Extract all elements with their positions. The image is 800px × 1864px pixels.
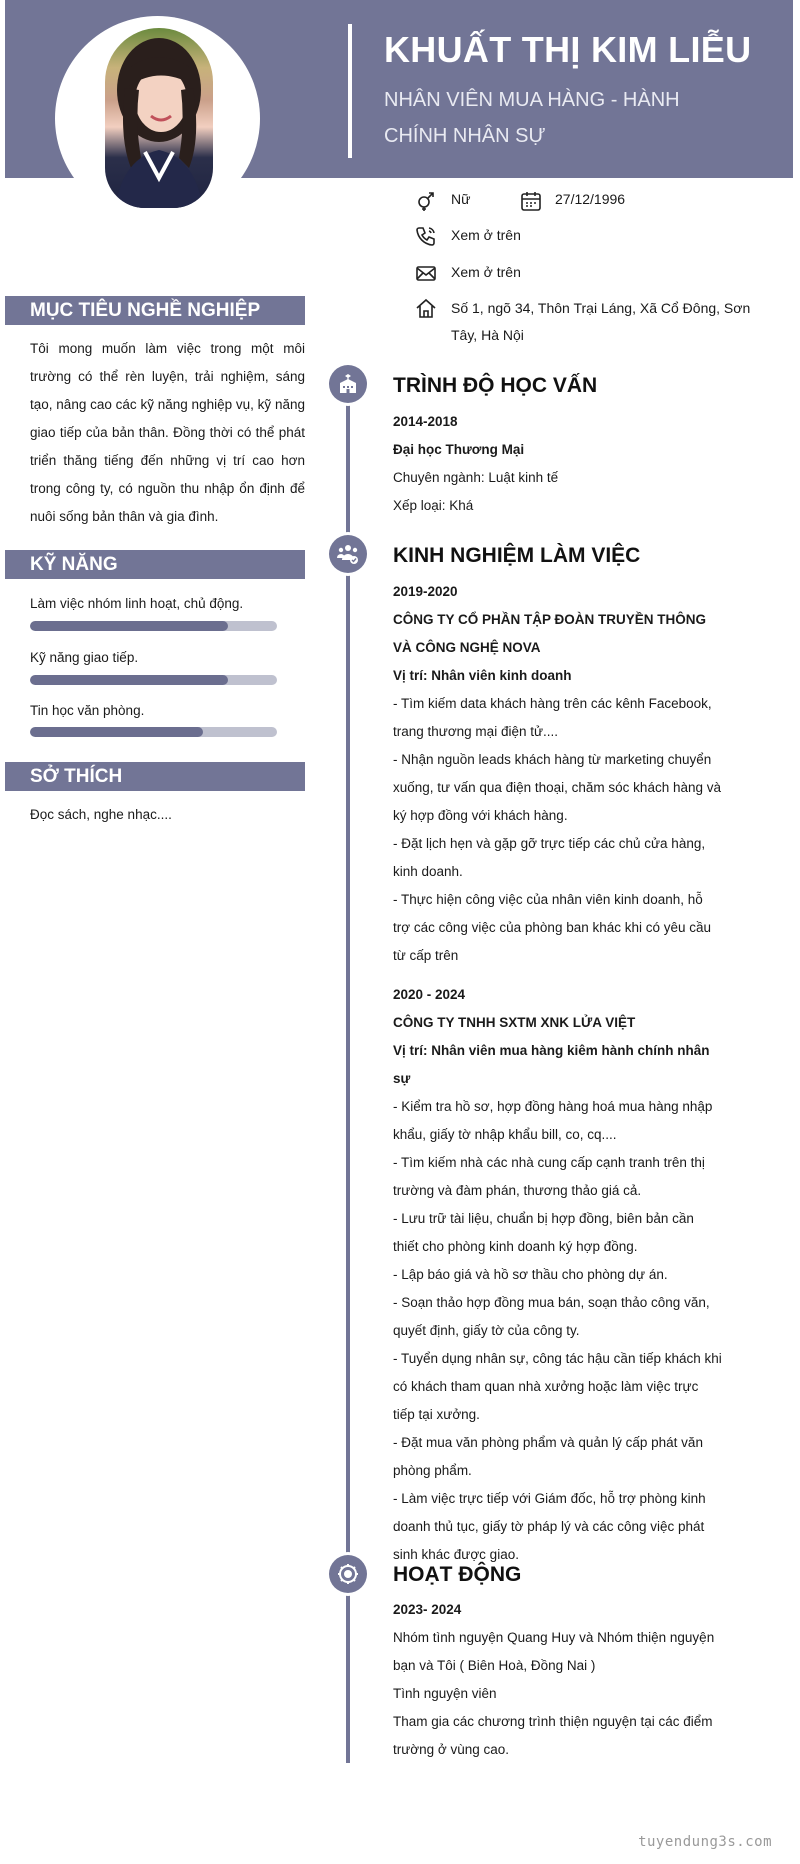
- candidate-name: KHUẤT THỊ KIM LIỄU: [384, 29, 752, 70]
- activities-title: HOẠT ĐỘNG: [393, 1563, 522, 1586]
- phone-value: Xem ở trên: [451, 227, 521, 243]
- skill-bar-fill: [30, 727, 203, 737]
- gender-icon: [415, 190, 437, 212]
- activities-desc: Tham gia các chương trình thiện nguyện tại các điểm trường ở vùng cao.: [393, 1714, 713, 1757]
- job-duty: - Nhận nguồn leads khách hàng từ marketing chuyển xuống, tư vấn qua điện thoại, chăm sóc khách hàng và ký hợp đồng với khách hàng.: [393, 752, 722, 823]
- objective-header: MỤC TIÊU NGHỀ NGHIỆP: [5, 296, 305, 325]
- job-company: CÔNG TY TNHH SXTM XNK LỬA VIỆT: [393, 1015, 636, 1030]
- calendar-icon: [520, 190, 542, 212]
- job-duty: - Thực hiện công việc của nhân viên kinh doanh, hỗ trợ các công việc của phòng ban khác khi có yêu cầu từ cấp trên: [393, 892, 712, 963]
- skill-label: Tin học văn phòng.: [30, 703, 145, 718]
- objective-text: Tôi mong muốn làm việc trong một môi trường có thể rèn luyện, trải nghiệm, sáng tạo, nâng cao các kỹ năng nghiệp vụ, kỹ năng giao tiếp của bản thân. Đồng thời có thể phát triển thăng tiếng đến những vị trí cao hơn trong công ty, có nguồn thu nhập ổn định để nuôi sống bản thân và gia đình.: [30, 341, 305, 524]
- activities-icon: [329, 1555, 367, 1593]
- birthday-value: 27/12/1996: [555, 191, 626, 207]
- job-duty: - Lập báo giá và hồ sơ thầu cho phòng dự án.: [393, 1267, 668, 1282]
- activities-org: Nhóm tình nguyện Quang Huy và Nhóm thiện nguyện bạn và Tôi ( Biên Hoà, Đồng Nai ): [393, 1630, 715, 1673]
- education-block: [393, 408, 723, 520]
- job-company: CÔNG TY CỔ PHẦN TẬP ĐOÀN TRUYỀN THÔNG VÀ CÔNG NGHỆ NOVA: [393, 612, 707, 655]
- header-divider: [348, 24, 352, 158]
- hobbies-header: SỞ THÍCH: [5, 762, 305, 791]
- hobbies-text: Đọc sách, nghe nhạc....: [30, 807, 172, 822]
- activities-period: 2023- 2024: [393, 1602, 462, 1617]
- address-value: Số 1, ngõ 34, Thôn Trại Láng, Xã Cổ Đông, Sơn Tây, Hà Nội: [451, 300, 751, 343]
- job-duty: - Tìm kiếm nhà các nhà cung cấp cạnh tranh trên thị trường và đàm phán, thương thảo giá cả.: [393, 1155, 705, 1198]
- skill-bar: [30, 727, 277, 737]
- job-duty: - Đặt lịch hẹn và gặp gỡ trực tiếp các chủ cửa hàng, kinh doanh.: [393, 836, 706, 879]
- job-entry: [393, 578, 723, 970]
- education-icon: [329, 365, 367, 403]
- job-duty: - Làm việc trực tiếp với Giám đốc, hỗ trợ phòng kinh doanh thủ tục, giấy tờ pháp lý và các công việc phát sinh khác được giao.: [393, 1491, 706, 1562]
- email-value: Xem ở trên: [451, 264, 521, 280]
- education-title: TRÌNH ĐỘ HỌC VẤN: [393, 374, 598, 397]
- job-period: 2020 - 2024: [393, 987, 466, 1002]
- job-duty: - Đặt mua văn phòng phẩm và quản lý cấp phát văn phòng phẩm.: [393, 1435, 703, 1478]
- education-grade: Xếp loại: Khá: [393, 498, 474, 513]
- activities-role: Tình nguyện viên: [393, 1686, 497, 1701]
- job-title: NHÂN VIÊN MUA HÀNG - HÀNH CHÍNH NHÂN SỰ: [384, 89, 680, 147]
- experience-icon: [329, 535, 367, 573]
- education-major: Chuyên ngành: Luật kinh tế: [393, 470, 559, 485]
- experience-title: KINH NGHIỆM LÀM VIỆC: [393, 544, 641, 567]
- profile-photo: [55, 16, 260, 221]
- portrait-illustration: [105, 28, 213, 208]
- portrait-image: [105, 28, 213, 208]
- education-school: Đại học Thương Mại: [393, 442, 525, 457]
- job-position: Vị trí: Nhân viên kinh doanh: [393, 668, 572, 683]
- skill-bar: [30, 675, 277, 685]
- job-duty: - Tìm kiếm data khách hàng trên các kênh Facebook, trang thương mại điện tử....: [393, 696, 712, 739]
- watermark-text: tuyendung3s.com: [638, 1834, 772, 1850]
- skill-bar: [30, 621, 277, 631]
- skill-label: Kỹ năng giao tiếp.: [30, 650, 139, 665]
- home-icon: [415, 297, 437, 319]
- job-period: 2019-2020: [393, 584, 458, 599]
- phone-icon: [415, 225, 437, 247]
- job-position: Vị trí: Nhân viên mua hàng kiêm hành chính nhân sự: [393, 1043, 710, 1086]
- job-entry: [393, 981, 723, 1569]
- activities-block: [393, 1596, 723, 1764]
- education-period: 2014-2018: [393, 414, 458, 429]
- skills-header: KỸ NĂNG: [5, 550, 305, 579]
- job-duty: - Kiểm tra hồ sơ, hợp đồng hàng hoá mua hàng nhập khẩu, giấy tờ nhập khẩu bill, co, cq....: [393, 1099, 713, 1142]
- job-duty: - Lưu trữ tài liệu, chuẩn bị hợp đồng, biên bản cần thiết cho phòng kinh doanh ký hợp đồng.: [393, 1211, 694, 1254]
- job-duty: - Soạn thảo hợp đồng mua bán, soạn thảo công văn, quyết định, giấy tờ của công ty.: [393, 1295, 710, 1338]
- gender-value: Nữ: [451, 191, 471, 207]
- skill-label: Làm việc nhóm linh hoạt, chủ động.: [30, 596, 244, 611]
- skill-bar-fill: [30, 675, 228, 685]
- skill-bar-fill: [30, 621, 228, 631]
- job-duty: - Tuyển dụng nhân sự, công tác hậu cần tiếp khách khi có khách tham quan nhà xưởng hoặc làm việc trực tiếp tại xưởng.: [393, 1351, 722, 1422]
- email-icon: [415, 262, 437, 284]
